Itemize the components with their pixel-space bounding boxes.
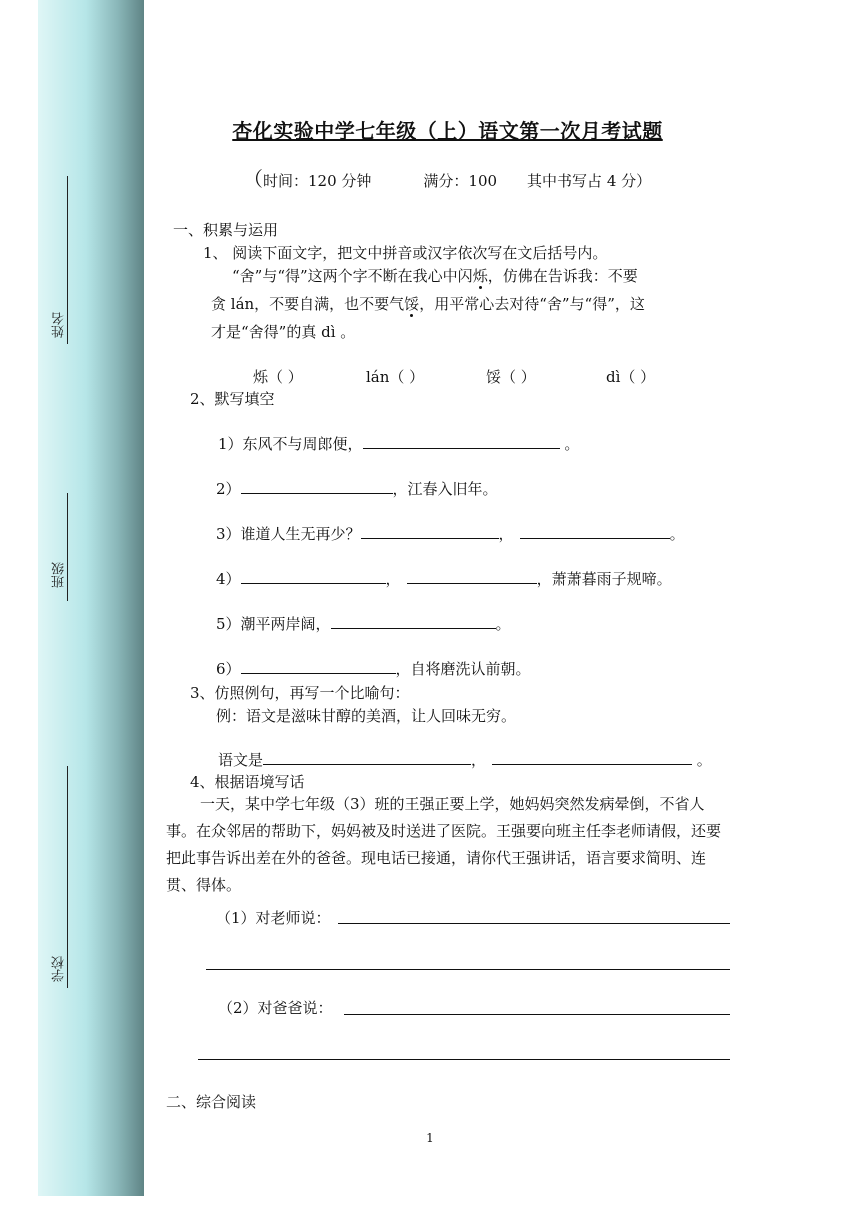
blank-line[interactable] bbox=[520, 523, 670, 539]
blank-line[interactable] bbox=[492, 749, 692, 765]
q3-heading: 3、仿照例句，再写一个比喻句： bbox=[190, 684, 410, 702]
section2-heading: 二、综合阅读 bbox=[166, 1093, 257, 1111]
school-line bbox=[67, 766, 68, 988]
school-label: 学校 bbox=[52, 956, 67, 982]
blank-line[interactable] bbox=[407, 568, 537, 584]
blank-line[interactable] bbox=[331, 613, 496, 629]
q1-answer-3[interactable]: 馁（ ） bbox=[486, 368, 536, 386]
blank-line[interactable] bbox=[241, 568, 386, 584]
answer-line[interactable] bbox=[198, 1059, 730, 1060]
q2-item-1: 1）东风不与周郎便， 。 bbox=[218, 435, 580, 453]
blank-line[interactable] bbox=[363, 433, 560, 449]
paren-open: （ bbox=[243, 167, 263, 191]
q2-item-6: 6） ，自将磨洗认前朝。 bbox=[216, 660, 531, 678]
blank-line[interactable] bbox=[263, 749, 471, 765]
blank-line[interactable] bbox=[241, 478, 393, 494]
q1-prompt: 1、 阅读下面文字，把文中拼音或汉字依次写在文后括号内。 bbox=[203, 244, 608, 262]
binding-strip bbox=[38, 0, 144, 1196]
blank-line[interactable] bbox=[361, 523, 499, 539]
q2-item-2: 2） ，江春入旧年。 bbox=[216, 480, 498, 498]
q4-paragraph: 一天，某中学七年级（3）班的王强正要上学，她妈妈突然发病晕倒，不省人事。在众邻居的帮助下，妈妈被及时送进了医院。王强要向班主任李老师请假，还要把此事告诉出差在外的爸爸。现电话已接通，请你代王强讲话，语言要求简明、连贯、得体。 bbox=[166, 795, 722, 894]
q4-sub2-label: （2）对爸爸说： bbox=[218, 999, 333, 1017]
q1-answer-1[interactable]: 烁（ ） bbox=[253, 368, 303, 386]
q2-heading: 2、默写填空 bbox=[190, 390, 275, 408]
answer-line[interactable] bbox=[344, 1014, 730, 1015]
q3-answer: 语文是 ， 。 bbox=[218, 751, 712, 769]
q2-item-5: 5）潮平两岸阔， 。 bbox=[216, 615, 511, 633]
name-label: 姓名 bbox=[52, 312, 67, 338]
page-number: 1 bbox=[426, 1131, 434, 1145]
class-label: 班级 bbox=[52, 562, 67, 588]
section1-heading: 一、积累与运用 bbox=[173, 221, 279, 239]
blank-line[interactable] bbox=[241, 658, 396, 674]
exam-full-score: 满分：100 bbox=[423, 172, 498, 190]
answer-line[interactable] bbox=[206, 969, 730, 970]
q1-passage-line3: 才是“舍得”的真 dì 。 bbox=[211, 323, 356, 341]
emphasis-char: 烁 bbox=[472, 267, 488, 285]
q1-answer-4[interactable]: dì（ ） bbox=[606, 368, 656, 386]
q2-item-3: 3）谁道人生无再少？ ， 。 bbox=[216, 525, 685, 543]
q1-answer-2[interactable]: lán（ ） bbox=[366, 368, 425, 386]
page-title: 杏化实验中学七年级（上）语文第一次月考试题 bbox=[232, 119, 663, 143]
answer-line[interactable] bbox=[338, 923, 730, 924]
q4-heading: 4、根据语境写话 bbox=[190, 773, 305, 791]
q2-item-4: 4） ， ，萧萧暮雨子规啼。 bbox=[216, 570, 672, 588]
exam-writing-score: 其中书写占 4 分） bbox=[527, 172, 652, 190]
exam-info bbox=[243, 163, 651, 192]
emphasis-char: 馁 bbox=[404, 295, 420, 313]
q4-sub1-label: （1）对老师说： bbox=[216, 909, 331, 927]
q1-passage-line2: 贪 lán，不要自满，也不要气馁，用平常心去对待“舍”与“得”，这 bbox=[211, 295, 645, 313]
exam-time: 时间：120 分钟 bbox=[263, 172, 372, 190]
q1-passage-line1: “舍”与“得”这两个字不断在我心中闪烁，仿佛在告诉我：不要 bbox=[232, 267, 638, 285]
q3-example: 例：语文是滋味甘醇的美酒，让人回味无穷。 bbox=[216, 707, 517, 725]
